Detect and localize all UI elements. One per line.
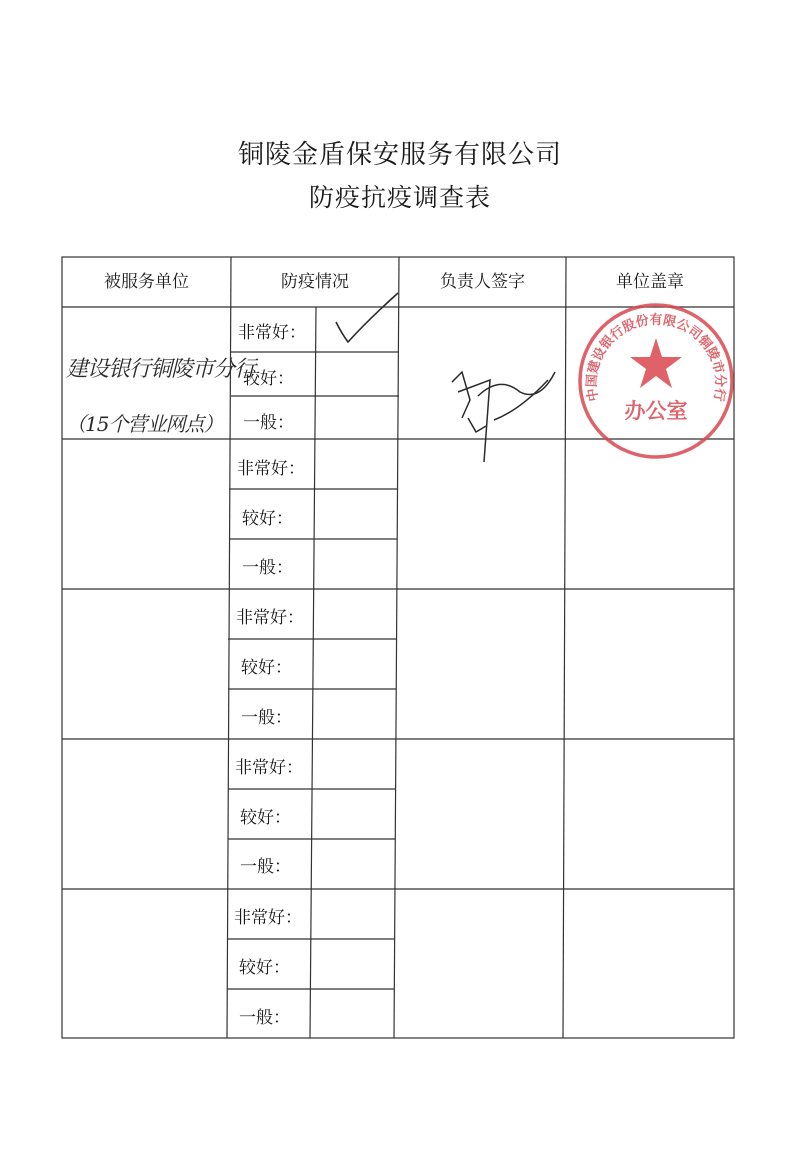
header-epidemic-status: 防疫情况 — [281, 272, 349, 292]
served-unit-branches: （15个营业网点） — [66, 412, 223, 436]
header-seal: 单位盖章 — [616, 272, 684, 292]
rating-label-average: 一般： — [241, 708, 292, 728]
rating-label-good: 较好： — [241, 658, 292, 678]
header-signature: 负责人签字 — [440, 272, 525, 292]
document-subtitle: 防疫抗疫调查表 — [308, 183, 491, 212]
served-unit-name: 建设银行铜陵市分行 — [66, 357, 256, 382]
rating-label-average: 一般： — [240, 857, 291, 877]
rating-label-average: 一般： — [239, 1008, 290, 1028]
rating-label-very-good: 非常好： — [236, 608, 304, 628]
rating-label-very-good: 非常好： — [237, 459, 305, 479]
rating-label-average: 一般： — [243, 413, 294, 433]
rating-label-very-good: 非常好： — [234, 908, 302, 928]
signature-scribble — [452, 372, 555, 462]
document-title: 铜陵金盾保安服务有限公司 — [237, 140, 562, 170]
star-icon — [630, 338, 682, 388]
rating-label-very-good: 非常好： — [238, 323, 306, 343]
rating-label-very-good: 非常好： — [235, 758, 303, 778]
header-served-unit: 被服务单位 — [104, 272, 189, 292]
rating-label-good: 较好： — [239, 958, 290, 978]
rating-label-good: 较好： — [242, 509, 293, 529]
seal-ring-text: 中国建设银行股份有限公司铜陵市分行 — [584, 312, 728, 403]
seal-center-text: 办公室 — [624, 399, 688, 423]
rating-label-average: 一般： — [242, 558, 293, 578]
official-seal — [575, 300, 737, 462]
rating-label-good: 较好： — [243, 369, 294, 389]
rating-label-good: 较好： — [240, 808, 291, 828]
